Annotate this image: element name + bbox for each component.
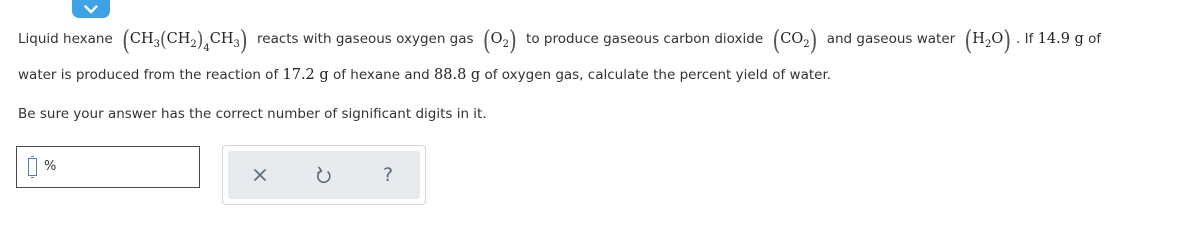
answer-tools-panel	[222, 145, 426, 205]
close-icon	[253, 168, 267, 182]
answer-tools	[228, 151, 420, 199]
oxygen-formula: ( O 2 )	[482, 23, 517, 57]
undo-button[interactable]	[304, 157, 344, 193]
question-text: of hexane and	[328, 67, 435, 83]
water-formula: ( H 2 O )	[964, 23, 1012, 57]
undo-icon	[316, 166, 332, 184]
co2-formula: ( CO 2 )	[772, 23, 818, 57]
question-text: of	[1083, 31, 1102, 47]
unit-label: %	[44, 159, 57, 174]
question-text: of oxygen gas, calculate the percent yield of water.	[480, 67, 832, 83]
instructions-text: Be sure your answer has the correct number of significant digits in it.	[18, 106, 487, 122]
question-text: Liquid hexane	[18, 31, 118, 47]
clear-button[interactable]	[240, 157, 280, 193]
question-text: to produce gaseous carbon dioxide	[521, 31, 768, 47]
help-button[interactable]: ?	[382, 164, 394, 186]
question-text: . If	[1016, 31, 1038, 47]
mass-oxygen: 88.8 g	[434, 67, 481, 83]
question-text: reacts with gaseous oxygen gas	[252, 31, 478, 47]
collapse-toggle[interactable]	[72, 0, 110, 18]
hexane-formula: ( CH 3 ( CH 2 ) 4 CH 3 )	[122, 23, 248, 57]
question-line-2	[18, 64, 831, 86]
question-text: and gaseous water	[822, 31, 960, 47]
mass-hexane: 17.2 g	[282, 67, 329, 83]
question-text: water is produced from the reaction of	[18, 67, 283, 83]
answer-box[interactable]	[16, 146, 200, 188]
mass-water: 14.9 g	[1037, 31, 1084, 47]
chevron-down-icon	[84, 5, 98, 14]
question-line-1	[18, 23, 1101, 55]
